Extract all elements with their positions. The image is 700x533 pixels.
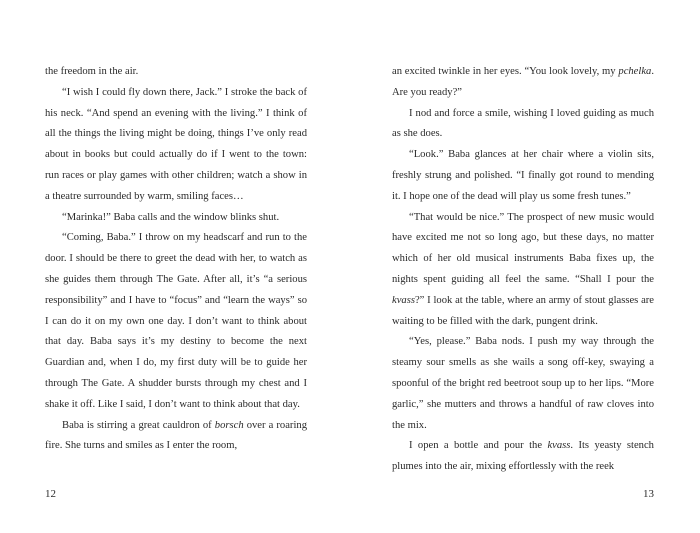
italic-text: kvass [547,440,571,452]
text-run: I nod and force a smile, wishing I loved guiding as much as she does. [392,107,654,140]
text-run: “I wish I could fly down there, Jack.” I stroke the back of his neck. “And spend an evening with the living.” I think of all the things the living might be doing, things I’ve only read about in books but could actually do if I went to the town: run races or play games with other children; watch a show in a theatre surrounded by warm, smiling faces… [45,86,307,202]
paragraph [45,228,307,415]
paragraph [392,145,654,207]
paragraph [392,208,654,333]
text-run: . Are you ready?” [392,66,654,98]
right-page-number: 13 [643,488,654,500]
paragraph [45,416,307,458]
paragraph [392,62,654,104]
paragraph [45,62,307,83]
text-run: “Marinka!” Baba calls and the window blinks shut. [62,211,280,223]
text-run: I open a bottle and pour the [409,440,548,452]
paragraph [392,436,654,478]
italic-text: borsch [214,419,244,431]
text-run: an excited twinkle in her eyes. “You look lovely, my [392,66,619,77]
text-run: ?” I look at the table, where an army of stout glasses are waiting to be filled with the dark, pungent drink. [392,294,654,327]
italic-text: kvass [392,294,415,306]
left-page-text [45,62,307,457]
paragraph [392,104,654,146]
text-run: the freedom in the air. [45,66,139,77]
right-page [350,0,700,533]
text-run: . Its yeasty stench plumes into the air, mixing effortlessly with the reek [392,440,654,473]
text-run: “Yes, please.” Baba nods. I push my way through the steamy sour smells as she wails a song off-key, swaying a spoonful of the bright red beetroot soup up to her lips. “More garlic,” she mutters and throws a handful of raw cloves into the mix. [392,336,654,431]
paragraph [392,332,654,436]
text-run: Baba is stirring a great cauldron of [62,419,215,431]
left-page-number: 12 [45,488,56,500]
right-page-text [392,62,654,478]
paragraph [45,83,307,208]
text-run: “That would be nice.” The prospect of new music would have excited me not so long ago, but these days, no matter which of her old musical instruments Baba fixes up, the nights spent guiding all feel the same. “Shall I pour the [392,211,654,285]
paragraph [45,208,307,229]
text-run: “Coming, Baba.” I throw on my headscarf and run to the door. I should be there to greet the dead with her, to watch as she guides them through The Gate. After all, it’s “a serious responsibility” and I have to “focus” and “learn the ways” so I can do it on my own one day. I don’t want to think about that day. Baba says it’s my destiny to become the next Guardian and, when I do, my first duty will be to guide her through The Gate. A shudder bursts through my chest and I shake it off. Like I said, I don’t want to think about that day. [45,232,307,410]
italic-text: pchelka [618,66,652,77]
text-run: over a roaring fire. She turns and smiles as I enter the room, [45,419,307,452]
text-run: “Look.” Baba glances at her chair where a violin sits, freshly strung and polished. “I finally got round to mending it. I hope one of the dead will play us some fresh tunes.” [392,149,654,202]
